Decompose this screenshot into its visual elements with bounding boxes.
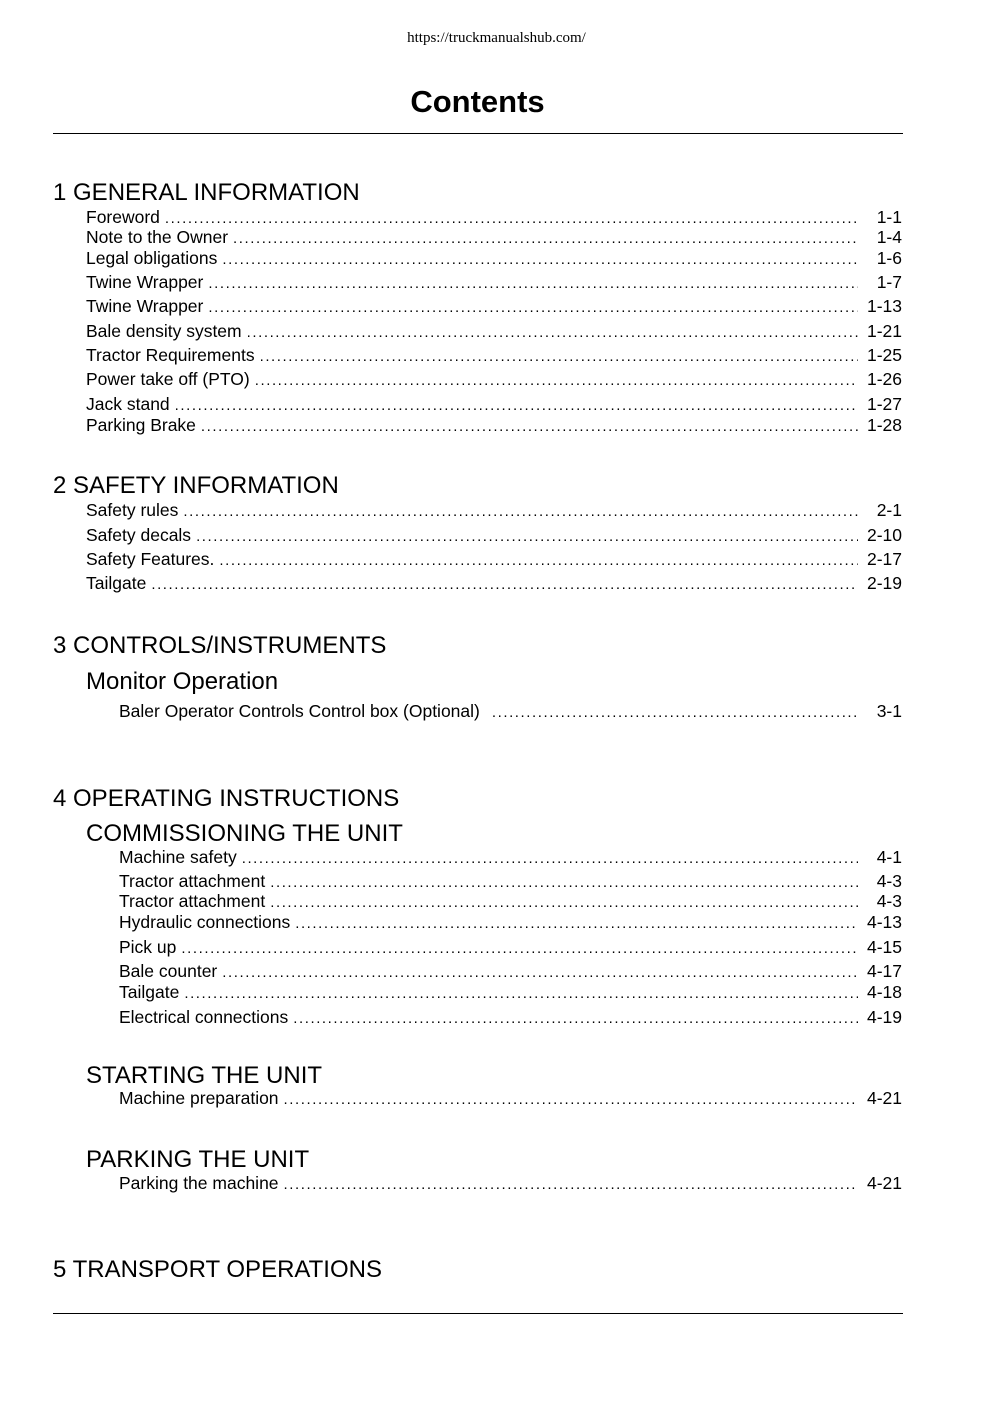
dot-leader [233,229,858,249]
toc-entry-page: 4-18 [866,982,902,1002]
toc-entry-page: 2-19 [866,573,902,593]
toc-entry[interactable] [119,891,902,913]
toc-entry[interactable] [86,321,902,343]
toc-entry-label: Pick up [119,937,177,957]
toc-entry[interactable] [86,394,902,416]
dot-leader [184,984,858,1004]
toc-entry[interactable] [119,871,902,893]
dot-leader [492,703,858,723]
dot-leader [208,298,858,318]
toc-entry-page: 4-19 [866,1007,902,1027]
toc-entry-label: Machine preparation [119,1088,279,1108]
toc-entry-label: Twine Wrapper [86,296,204,316]
toc-entry-label: Tractor Requirements [86,345,255,365]
toc-entry-page: 1-21 [866,321,902,341]
toc-entry-label: Legal obligations [86,248,218,268]
toc-entry-page: 4-21 [866,1173,902,1193]
toc-entry[interactable] [86,500,902,522]
toc-entry[interactable] [86,415,902,437]
toc-entry-label: Parking Brake [86,415,196,435]
toc-entry-page: 2-17 [866,549,902,569]
dot-leader [284,1175,858,1195]
dot-leader [260,347,858,367]
top-divider [53,133,903,134]
toc-entry-label: Bale density system [86,321,242,341]
dot-leader [255,371,858,391]
toc-entry-label: Twine Wrapper [86,272,204,292]
dot-leader [222,250,858,270]
toc-entry-label: Tractor attachment [119,891,266,911]
toc-entry-label: Safety Features. [86,549,215,569]
toc-entry-page: 4-1 [876,847,902,867]
toc-entry-page: 4-15 [866,937,902,957]
dot-leader [284,1090,858,1110]
toc-entry[interactable] [86,207,902,229]
toc-entry-label: Bale counter [119,961,218,981]
toc-entry[interactable] [119,982,902,1004]
dot-leader [165,209,858,229]
source-url: https://truckmanualshub.com/ [407,30,586,46]
dot-leader [247,323,858,343]
toc-entry[interactable] [119,937,902,959]
toc-entry[interactable] [86,369,902,391]
toc-entry[interactable] [119,961,902,983]
chapter-heading: 1 GENERAL INFORMATION [53,179,360,206]
toc-entry-page: 4-3 [876,871,902,891]
dot-leader [181,939,858,959]
toc-entry-label: Parking the machine [119,1173,279,1193]
dot-leader [183,502,858,522]
toc-entry-label: Foreword [86,207,160,227]
toc-entry-label: Note to the Owner [86,227,229,247]
bottom-divider [53,1313,903,1314]
chapter-heading: 4 OPERATING INSTRUCTIONS [53,785,400,812]
toc-entry-page: 1-25 [866,345,902,365]
toc-entry[interactable] [86,549,902,571]
dot-leader [293,1009,858,1029]
toc-entry[interactable] [86,248,902,270]
toc-entry[interactable] [86,227,902,249]
toc-entry-page: 1-26 [866,369,902,389]
toc-entry[interactable] [119,847,902,869]
chapter-heading: 3 CONTROLS/INSTRUMENTS [53,632,387,659]
toc-entry-page: 4-21 [866,1088,902,1108]
toc-entry-label: Tailgate [119,982,180,1002]
toc-entry-page: 1-7 [876,272,902,292]
toc-entry-label: Tractor attachment [119,871,266,891]
toc-entry[interactable] [86,525,902,547]
toc-entry[interactable] [86,272,902,294]
toc-entry-page: 1-27 [866,394,902,414]
chapter-heading: 5 TRANSPORT OPERATIONS [53,1256,382,1283]
toc-entry-label: Tailgate [86,573,147,593]
dot-leader [201,417,858,437]
section-heading: COMMISSIONING THE UNIT [86,820,403,847]
toc-entry-page: 2-1 [876,500,902,520]
toc-entry-page: 2-10 [866,525,902,545]
toc-entry-page: 1-4 [876,227,902,247]
dot-leader [270,873,858,893]
chapter-heading: 2 SAFETY INFORMATION [53,472,339,499]
dot-leader [175,396,858,416]
section-heading: PARKING THE UNIT [86,1146,310,1173]
toc-entry-label: Safety rules [86,500,179,520]
toc-entry-label: Electrical connections [119,1007,289,1027]
page-title: Contents [410,84,545,119]
dot-leader [196,527,858,547]
toc-entry-page: 3-1 [876,701,902,721]
toc-entry-page: 1-28 [866,415,902,435]
toc-entry-label: Jack stand [86,394,170,414]
toc-entry[interactable] [86,573,902,595]
toc-entry[interactable] [119,1007,902,1029]
toc-entry-label: Hydraulic connections [119,912,291,932]
section-heading: STARTING THE UNIT [86,1062,323,1089]
toc-entry[interactable] [119,912,902,934]
toc-entry-page: 1-1 [876,207,902,227]
dot-leader [270,893,858,913]
toc-entry[interactable] [119,1173,902,1195]
toc-entry[interactable] [119,701,902,723]
toc-entry[interactable] [86,345,902,367]
dot-leader [222,963,858,983]
section-heading: Monitor Operation [86,668,279,695]
dot-leader [295,914,858,934]
toc-entry-page: 1-6 [876,248,902,268]
toc-entry[interactable] [86,296,902,318]
dot-leader [208,274,858,294]
toc-entry[interactable] [119,1088,902,1110]
toc-entry-label: Safety decals [86,525,192,545]
toc-entry-label: Baler Operator Controls Control box (Optional) [119,701,480,721]
dot-leader [219,551,858,571]
toc-entry-label: Machine safety [119,847,237,867]
dot-leader [242,849,858,869]
toc-entry-page: 4-13 [866,912,902,932]
toc-entry-page: 4-17 [866,961,902,981]
toc-entry-page: 4-3 [876,891,902,911]
toc-entry-label: Power take off (PTO) [86,369,250,389]
dot-leader [151,575,858,595]
toc-entry-page: 1-13 [866,296,902,316]
